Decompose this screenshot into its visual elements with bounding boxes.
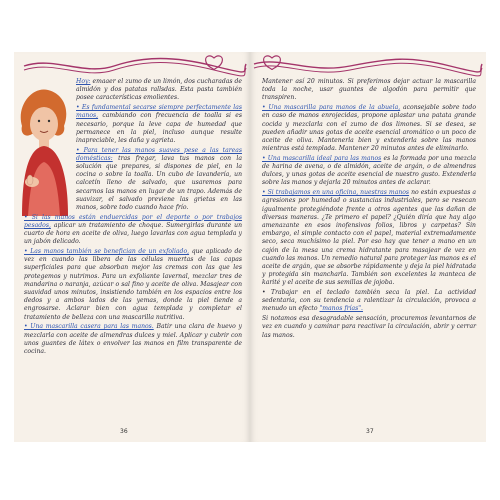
tip-paragraph <box>262 104 476 153</box>
left-page <box>14 52 251 442</box>
right-page-text <box>262 78 476 341</box>
tip-paragraph <box>262 189 476 287</box>
full-width-section <box>24 214 242 356</box>
tip-heading: • Si trabajamos en una oficina, nuestras manos <box>262 189 410 197</box>
tip-body: no están expuestas a agresiones por humedad o sustancias industriales, pero se resecan igualmente protegiéndote frente a otros agentes que las dañan de diversas maneras. ¿Te primero el papel? ¿Quién diría que hay algo amenazante en esos inofensivos folios, libros y carpetas? Sin embargo, el simple contacto con el papel, material extremadamente seco, seca muchísimo la piel. Por eso hay que tener a mano en un cajón de la mesa una crema hidratante para masajear de vez en cuando las manos. Un remedio natural para proteger las manos es el aceite de argán, que se absorbe rápidamente y deja la piel hidratada y protegida sin mancharla. También son excelentes la manteca de karité y el aceite de sus semillas de jojoba. <box>262 189 477 287</box>
tip-paragraph <box>24 323 242 356</box>
tip-paragraph: Si notamos esa desagradable sensación, procuremos levantarnos de vez en cuando y caminar para reactivar la circulación, abrir y cerrar las manos. <box>262 315 476 339</box>
top-paragraph: Mantener así 20 minutos. Si preferimos dejar actuar la mascarilla toda la noche, usar guantes de algodón para permitir que transpiren. <box>262 78 476 102</box>
decorative-ribbon <box>14 54 250 80</box>
tip-paragraph <box>24 248 242 322</box>
tip-heading: • Si las manos están enduercidas por el deporte o por trabajos pesados, <box>24 213 242 229</box>
tip-body: tras fregar, lava tus manos con la solución que prepares, si dispones de piel, en la cocina o sobre la toalla. Un cubo de lavandería, un calcetín lleno de salvado, que usaremos para secarnos las manos en lugar de un trapo. Además de suavizar, el salvado previene las grietas en las manos, sobre todo cuando hace frío. <box>76 154 242 212</box>
tip-body: • Trabajar en el teclado también seca la piel. La actividad sedentaria, con su tendencia a ralentizar la circulación, provoca a menudo un efecto <box>262 289 476 313</box>
tip-paragraph <box>76 104 242 145</box>
tip-heading: • Una mascarilla para manos de la abuela, <box>262 104 401 112</box>
right-page <box>250 52 486 442</box>
left-page-text <box>24 78 243 358</box>
intro-paragraph <box>76 78 242 103</box>
tip-heading: • Las manos también se benefician de un exfoliado, <box>24 248 190 256</box>
woman-illustration <box>18 86 72 226</box>
tip-body: aplicar un tratamiento de choque. Sumergirlas durante un cuarto de hora en aceite de oliva, luego lavarlas con agua templada y un jabón delicado. <box>24 221 243 246</box>
tip-heading: • Es fundamental secarse siempre perfectamente las manos, <box>76 104 242 120</box>
tip-heading: • Una mascarilla casera para las manos. <box>24 323 154 331</box>
tip-body: que aplicado de vez en cuando las libera de las células muertas de las capas superficiales para que absorban mejor las cremas con las que les protegemos y nutrimos. Para un exfoliante lavernal, mezclar tres de mandarina o naranja, azúcar o sal fino y aceite de oliva. Masajear con suavidad unos minutos, insistiendo también en los espacios entre los dedos y a ambos lados de las yemas, donde la piel tiende a engrosarse. Aclarar bien con agua templada y completar el tratamiento de belleza con una mascarilla nutritiva. <box>24 248 242 321</box>
tip-paragraph <box>262 289 476 314</box>
intro-label: Hoy: <box>76 78 91 85</box>
open-book <box>0 52 500 442</box>
tip-heading: • Una mascarilla ideal para las manos <box>262 154 382 162</box>
tip-heading: • Para tener las manos suaves pese a las tareas domésticas: <box>76 146 242 162</box>
page-number: 37 <box>366 428 374 435</box>
page-number: 36 <box>120 428 128 435</box>
tip-body: Batir una clara de huevo y mezclarla con aceite de almendras dulces y miel. Aplicar y cubrir con unos guantes de látex o envolver las manos en film transparente de cocina. <box>24 323 243 355</box>
intro-text: emaaer el zumo de un limón, dos cucharadas de almidón y dos patatas rallsdas. Esta pasta también posee características emolientes. <box>76 78 243 102</box>
decorative-ribbon <box>250 54 486 80</box>
tip-body: aconsejable sobre todo en caso de manos enrojecidas, propone aplastar una patata grande cocida y mezclarla con el zumo de dos limones. Si se desea, se pueden añadir unas gotas de aceite esencial aromático o un poco de aceite de oliva. Mantenerla bien y extenderla sobre las manos mientras está templada. Mantener 20 minutos antes de eliminarlo. <box>262 104 476 153</box>
tip-body: cambiando con frecuencia de toalla si es necesario, porque la leve capa de humedad que permanece en la piel, incluso aunque resulte inapreciable, les daña y agrieta. <box>76 112 243 144</box>
tip-paragraph <box>24 214 242 247</box>
tip-body: es la formada por una mezcla de harina de avena, o de almidón, aceite de argán, o de almendras dulces, y unas gotas de aceite esencial de nuestro gusto. Extenderla sobre las manos y dejarla 20 minutos antes de aclarar. <box>262 154 476 187</box>
tip-heading: "manos frías". <box>319 305 363 313</box>
tip-paragraph <box>262 155 476 188</box>
tip-paragraph <box>76 147 242 213</box>
